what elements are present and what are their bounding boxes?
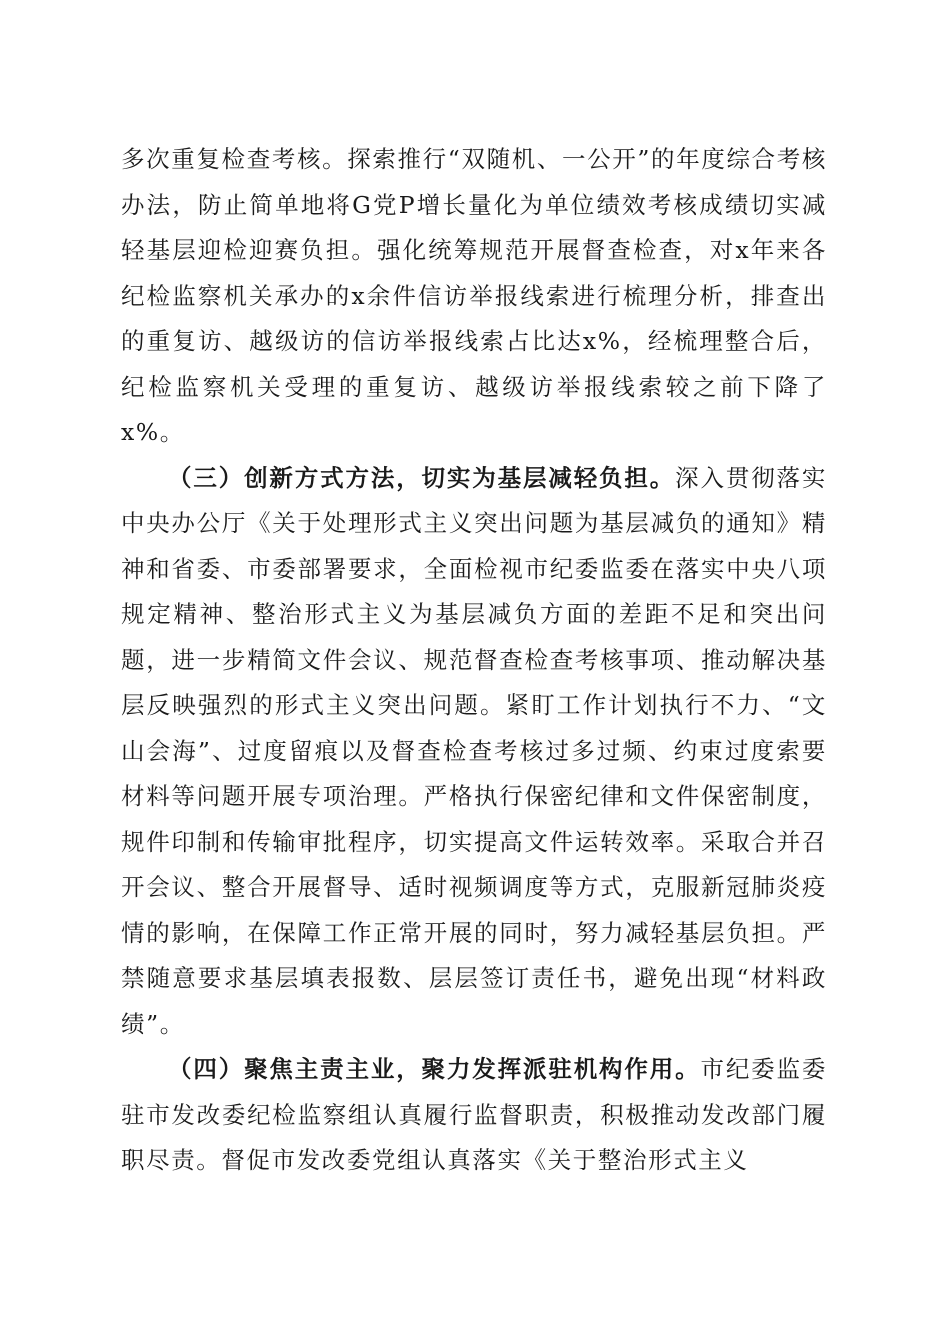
paragraph-text: 市纪委监委驻市发改委纪检监察组认真履行监督职责，积极推动发改部门履职尽责。督促市发改委党组认真落实《关于整治形式主义 <box>121 1055 827 1174</box>
document-body <box>121 137 827 1184</box>
paragraph-section-4 <box>121 1047 827 1184</box>
section-heading-4: （四）聚焦主责主业，聚力发挥派驻机构作用。 <box>168 1055 701 1083</box>
paragraph-section-3 <box>121 456 827 1048</box>
paragraph-continuation <box>121 137 827 456</box>
section-heading-3: （三）创新方式方法，切实为基层减轻负担。 <box>168 463 676 492</box>
paragraph-text: 多次重复检查考核。探索推行“双随机、一公开”的年度综合考核办法，防止简单地将G党P增长量化为单位绩效考核成绩切实减轻基层迎检迎赛负担。强化统筹规范开展督查检查，对x年来各纪检监察机关承办的x余件信访举报线索进行梳理分析，排查出的重复访、越级访的信访举报线索占比达x%，经梳理整合后，纪检监察机关受理的重复访、越级访举报线索较之前下降了x%。 <box>121 145 827 446</box>
paragraph-text: 深入贯彻落实中央办公厅《关于处理形式主义突出问题为基层减负的通知》精神和省委、市委部署要求，全面检视市纪委监委在落实中央八项规定精神、整治形式主义为基层减负方面的差距不足和突出问题，进一步精简文件会议、规范督查检查考核事项、推动解决基层反映强烈的形式主义突出问题。紧盯工作计划执行不力、“文山会海”、过度留痕以及督查检查考核过多过频、约束过度索要材料等问题开展专项治理。严格执行保密纪律和文件保密制度，规件印制和传输审批程序，切实提高文件运转效率。采取合并召开会议、整合开展督导、适时视频调度等方式，克服新冠肺炎疫情的影响，在保障工作正常开展的同时，努力减轻基层负担。严禁随意要求基层填表报数、层层签订责任书，避免出现“材料政绩”。 <box>121 463 828 1038</box>
